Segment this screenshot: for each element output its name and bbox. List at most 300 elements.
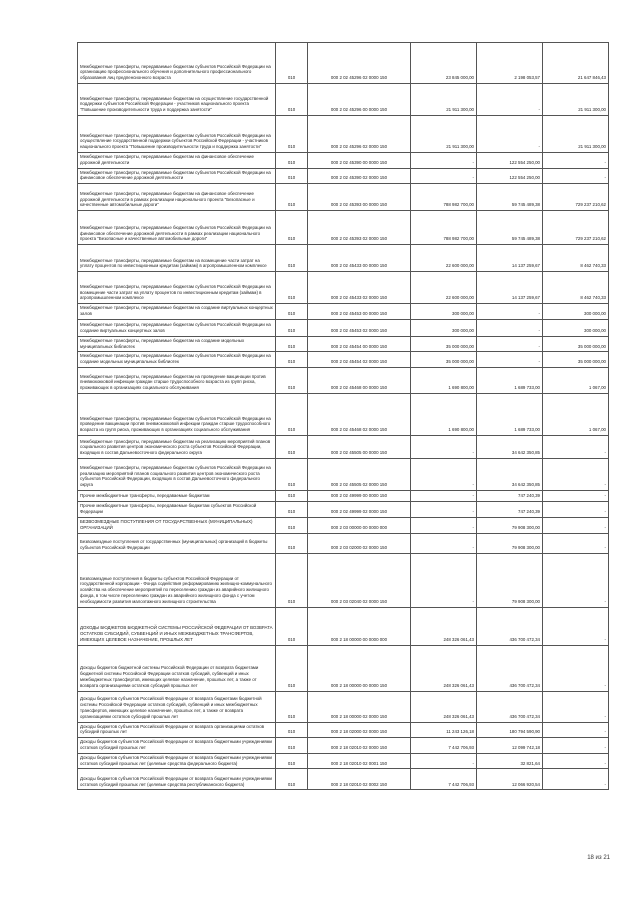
row-name-cell-text: Доходы бюджетов бюджетной системы Российской Федерации от возврата бюджетами бюджетной системы Российской Федерации остатков субсидий, субвенций и иных межбюджетных трансфертов, имеющих целевое назначение, прошлых лет, а также от возврата организациями остатков субсидий прошлых лет: [80, 665, 259, 688]
row-name-cell-text: Прочие межбюджетные трансферты, передаваемые бюджетам: [80, 493, 210, 499]
row-kbk-code-cell-text: 000 2 02 49999 00 0000 150: [330, 493, 388, 499]
row-line-code-cell-text: 010: [287, 729, 296, 735]
row-amount-plan-cell-text: -: [472, 508, 474, 514]
row-amount-plan-cell: [411, 304, 477, 320]
table-row: [78, 645, 609, 691]
row-kbk-code-cell: [308, 435, 411, 458]
row-amount-plan-cell-text: 7 442 706,93: [448, 781, 474, 787]
row-name-cell-text: Межбюджетные трансферты, передаваемые бюджетам на создание модельных муниципальных библиотек: [80, 337, 245, 349]
row-amount-rest-cell-text: -: [604, 781, 606, 787]
row-line-code-cell: [276, 84, 308, 116]
table-row: [78, 393, 609, 435]
row-amount-rest-cell: [543, 533, 609, 553]
row-amount-fact-cell: [477, 84, 543, 116]
row-line-code-cell-text: 010: [287, 159, 296, 165]
row-name-cell-text: Безвозмездные поступления в бюджеты субъектов Российской Федерации от государственной корпорации - Фонда содействия реформированию жилищно-коммунального хозяйства на обеспечение мероприятий по переселению граждан из аварийного жилищного фонда, в том числе переселению граждан из аварийного жилищного фонда с учетом необходимости развития малоэтажного жилищного строительства: [80, 575, 272, 604]
table-row: [78, 553, 609, 607]
row-name-cell: [78, 533, 276, 553]
row-amount-fact-cell-text: 79 908 300,00: [511, 598, 540, 604]
row-amount-rest-cell-text: -: [604, 524, 606, 530]
row-amount-plan-cell-text: -: [472, 159, 474, 165]
row-amount-fact-cell: [477, 553, 543, 607]
row-amount-plan-cell-text: 1 690 800,00: [448, 427, 474, 433]
row-name-cell-text: Межбюджетные трансферты, передаваемые бюджетам субъектов Российской Федерации на финансовое обеспечение дорожной деятельности в рамках реализации национального проекта "Безопасные и качественные автомобильные дороги": [80, 224, 271, 242]
row-line-code-cell-text: 010: [287, 310, 296, 316]
row-amount-plan-cell-text: 248 326 061,43: [443, 636, 474, 642]
row-amount-rest-cell: [543, 691, 609, 722]
row-line-code-cell: [276, 211, 308, 245]
row-amount-fact-cell-text: 34 642 350,85: [511, 482, 540, 488]
row-amount-rest-cell-text: -: [604, 598, 606, 604]
row-amount-fact-cell-text: 32 821,64: [520, 760, 540, 766]
row-amount-plan-cell: [411, 533, 477, 553]
row-line-code-cell-text: 010: [287, 236, 296, 242]
row-kbk-code-cell-text: 000 2 18 02010 02 0000 150: [330, 744, 388, 750]
row-amount-rest-cell-text: 35 000 000,00: [577, 359, 606, 365]
row-amount-fact-cell: [477, 336, 543, 352]
row-amount-plan-cell: [411, 753, 477, 769]
row-line-code-cell-text: 010: [287, 598, 296, 604]
row-kbk-code-cell: [308, 84, 411, 116]
row-amount-rest-cell-text: 729 237 210,62: [575, 202, 606, 208]
row-kbk-code-cell-text: 000 2 02 45296 00 0000 150: [330, 107, 388, 113]
row-amount-plan-cell-text: 1 690 800,00: [448, 385, 474, 391]
row-amount-rest-cell: [543, 753, 609, 769]
row-line-code-cell-text: 010: [287, 636, 296, 642]
table-row: [78, 184, 609, 211]
row-amount-fact-cell-text: 436 700 472,34: [509, 713, 540, 719]
row-amount-rest-cell-text: 21 647 846,43: [577, 75, 606, 81]
row-line-code-cell: [276, 336, 308, 352]
row-name-cell: [78, 501, 276, 517]
row-line-code-cell-text: 010: [287, 107, 296, 113]
table-row: [78, 691, 609, 722]
row-amount-fact-cell: [477, 153, 543, 169]
row-amount-rest-cell: [543, 607, 609, 645]
row-line-code-cell: [276, 367, 308, 393]
revenue-table: [77, 42, 609, 790]
row-amount-fact-cell: [477, 501, 543, 517]
row-name-cell-text: Межбюджетные трансферты, передаваемые бюджетам на проведение вакцинации против пневмококковой инфекции граждан старше трудоспособного возраста из групп риска, проживающих в организациях социального обслуживания: [80, 373, 266, 391]
row-amount-fact-cell: [477, 769, 543, 790]
row-amount-rest-cell-text: -: [604, 713, 606, 719]
table-row: [78, 753, 609, 769]
table-row: [78, 501, 609, 517]
row-kbk-code-cell-text: 000 2 02 45505 02 0000 150: [330, 482, 388, 488]
row-amount-fact-cell-text: 14 137 259,67: [511, 263, 540, 269]
row-amount-plan-cell: [411, 43, 477, 84]
row-amount-plan-cell-text: 21 911 300,00: [446, 144, 474, 150]
row-kbk-code-cell-text: 000 2 02 45296 02 0000 150: [330, 144, 388, 150]
row-name-cell-text: Межбюджетные трансферты, передаваемые бюджетам субъектов Российской Федерации на создание виртуальных концертных залов: [80, 322, 271, 333]
row-amount-rest-cell-text: 300 000,00: [584, 310, 606, 316]
row-line-code-cell-text: 010: [287, 75, 296, 81]
row-amount-plan-cell: [411, 501, 477, 517]
row-kbk-code-cell: [308, 211, 411, 245]
row-amount-plan-cell-text: 300 000,00: [452, 327, 474, 333]
row-amount-fact-cell-text: 180 794 590,90: [509, 729, 540, 735]
row-amount-rest-cell-text: 729 237 210,62: [575, 236, 606, 242]
row-line-code-cell-text: 010: [287, 713, 296, 719]
row-amount-fact-cell-text: 14 137 259,67: [511, 295, 540, 301]
row-kbk-code-cell: [308, 116, 411, 153]
row-amount-rest-cell: [543, 367, 609, 393]
row-amount-rest-cell-text: -: [604, 508, 606, 514]
row-amount-rest-cell-text: -: [604, 744, 606, 750]
row-name-cell-text: Межбюджетные трансферты, передаваемые бюджетам на создание виртуальных концертных залов: [80, 305, 273, 316]
row-name-cell-text: Доходы бюджетов субъектов Российской Федерации от возврата бюджетными учреждениями остатков субсидий прошлых лет (целевые средства республиканского бюджета): [80, 775, 272, 787]
row-amount-rest-cell-text: -: [604, 729, 606, 735]
row-amount-plan-cell: [411, 168, 477, 184]
row-line-code-cell-text: 010: [287, 781, 296, 787]
row-kbk-code-cell-text: 000 2 02 45393 00 0000 150: [330, 202, 388, 208]
table-row: [78, 272, 609, 304]
row-amount-rest-cell: [543, 43, 609, 84]
row-amount-rest-cell: [543, 352, 609, 368]
row-amount-fact-cell-text: 34 642 350,85: [511, 450, 540, 456]
row-amount-rest-cell: [543, 501, 609, 517]
row-kbk-code-cell: [308, 153, 411, 169]
row-amount-rest-cell: [543, 517, 609, 533]
row-kbk-code-cell-text: 000 2 02 45393 02 0000 150: [330, 236, 388, 242]
row-amount-fact-cell-text: 436 700 472,34: [509, 636, 540, 642]
row-kbk-code-cell-text: 000 2 02 45454 02 0000 150: [330, 359, 388, 365]
row-amount-rest-cell: [543, 184, 609, 211]
row-amount-rest-cell: [543, 738, 609, 754]
row-amount-rest-cell-text: 8 462 740,33: [580, 295, 606, 301]
row-kbk-code-cell: [308, 367, 411, 393]
row-name-cell-text: Межбюджетные трансферты, передаваемые бюджетам субъектов Российской Федерации на проведение вакцинации против пневмококковой инфекции граждан старше трудоспособного возраста из групп риска, проживающих в организациях социального обслуживания: [80, 415, 271, 433]
row-name-cell-text: Межбюджетные трансферты, передаваемые бюджетам на осуществление государственной поддержки субъектов Российской Федерации - участников национального проекта "Повышение производительности труда и поддержка занятости": [80, 95, 269, 113]
row-amount-fact-cell-text: 436 700 472,34: [509, 682, 540, 688]
row-amount-rest-cell: [543, 722, 609, 738]
row-name-cell: [78, 722, 276, 738]
row-amount-rest-cell: [543, 769, 609, 790]
row-amount-plan-cell-text: 21 911 300,00: [446, 107, 474, 113]
row-line-code-cell: [276, 691, 308, 722]
row-amount-rest-cell-text: -: [604, 682, 606, 688]
table-row: [78, 458, 609, 490]
row-amount-plan-cell: [411, 336, 477, 352]
row-line-code-cell: [276, 722, 308, 738]
row-name-cell-text: Межбюджетные трансферты, передаваемые бюджетам субъектов Российской Федерации на организацию профессионального обучения и дополнительного профессионального образования лиц предпенсионного возраста: [80, 63, 271, 81]
row-kbk-code-cell-text: 000 2 02 45453 02 0000 150: [330, 327, 388, 333]
row-amount-plan-cell: [411, 769, 477, 790]
row-line-code-cell-text: 010: [287, 359, 296, 365]
row-amount-plan-cell: [411, 211, 477, 245]
row-amount-plan-cell: [411, 272, 477, 304]
row-amount-fact-cell-text: 59 745 489,38: [511, 202, 540, 208]
row-kbk-code-cell-text: 000 2 02 45468 02 0000 150: [330, 427, 388, 433]
row-name-cell: [78, 738, 276, 754]
row-line-code-cell: [276, 319, 308, 336]
row-kbk-code-cell-text: 000 2 02 45390 00 0000 150: [330, 159, 388, 165]
row-amount-rest-cell: [543, 458, 609, 490]
row-name-cell: [78, 116, 276, 153]
row-kbk-code-cell-text: 000 2 02 45433 02 0000 150: [330, 295, 388, 301]
row-amount-fact-cell-text: 12 099 742,18: [511, 744, 540, 750]
row-kbk-code-cell: [308, 272, 411, 304]
row-amount-rest-cell-text: -: [604, 636, 606, 642]
row-amount-rest-cell-text: 8 462 740,33: [580, 263, 606, 269]
row-name-cell-text: Межбюджетные трансферты, передаваемые бюджетам на финансовое обеспечение дорожной деятельности: [80, 154, 254, 165]
row-kbk-code-cell: [308, 393, 411, 435]
row-kbk-code-cell: [308, 319, 411, 336]
table-row: [78, 607, 609, 645]
row-amount-fact-cell: [477, 435, 543, 458]
row-name-cell: [78, 84, 276, 116]
row-amount-fact-cell: [477, 43, 543, 84]
row-name-cell-text: Межбюджетные трансферты, передаваемые бюджетам субъектов Российской Федерации на создание модельных муниципальных библиотек: [80, 353, 271, 365]
row-amount-rest-cell-text: -: [604, 450, 606, 456]
table-row: [78, 490, 609, 501]
row-amount-plan-cell-text: -: [472, 493, 474, 499]
row-line-code-cell: [276, 533, 308, 553]
row-kbk-code-cell: [308, 738, 411, 754]
row-amount-plan-cell-text: 35 000 000,00: [445, 343, 474, 349]
row-line-code-cell: [276, 517, 308, 533]
table-row: [78, 319, 609, 336]
row-amount-fact-cell-text: 79 908 300,00: [511, 544, 540, 550]
row-name-cell: [78, 211, 276, 245]
table-row: [78, 533, 609, 553]
row-kbk-code-cell: [308, 245, 411, 272]
row-amount-rest-cell-text: -: [604, 482, 606, 488]
row-amount-plan-cell: [411, 517, 477, 533]
row-amount-plan-cell: [411, 393, 477, 435]
row-amount-fact-cell-text: 122 554 250,00: [509, 175, 540, 181]
row-amount-plan-cell-text: 22 600 000,00: [445, 295, 474, 301]
row-amount-plan-cell-text: 35 000 000,00: [445, 359, 474, 365]
row-amount-fact-cell-text: -: [538, 144, 540, 150]
row-amount-plan-cell-text: -: [472, 524, 474, 530]
row-amount-plan-cell: [411, 645, 477, 691]
row-amount-fact-cell: [477, 367, 543, 393]
row-line-code-cell: [276, 184, 308, 211]
row-kbk-code-cell-text: 000 2 03 02040 02 0000 150: [330, 598, 388, 604]
row-amount-rest-cell: [543, 272, 609, 304]
row-amount-plan-cell-text: 788 982 700,00: [443, 202, 474, 208]
row-amount-fact-cell: [477, 691, 543, 722]
row-name-cell-text: Межбюджетные трансферты, передаваемые бюджетам на реализацию мероприятий планов социального развития центров экономического роста субъектов Российской Федерации, входящих в состав Дальневосточного федерального округа: [80, 438, 271, 456]
row-name-cell: [78, 435, 276, 458]
row-name-cell-text: Доходы бюджетов субъектов Российской Федерации от возврата бюджетными учреждениями остатков субсидий прошлых лет: [80, 739, 272, 750]
row-amount-fact-cell-text: 79 908 300,00: [511, 524, 540, 530]
row-line-code-cell: [276, 645, 308, 691]
row-amount-plan-cell-text: 23 845 000,00: [445, 75, 474, 81]
row-amount-plan-cell: [411, 490, 477, 501]
row-kbk-code-cell: [308, 517, 411, 533]
row-amount-plan-cell: [411, 722, 477, 738]
row-kbk-code-cell-text: 000 2 18 02010 02 0001 150: [330, 760, 388, 766]
table-row: [78, 168, 609, 184]
row-line-code-cell-text: 010: [287, 493, 296, 499]
table-row: [78, 43, 609, 84]
row-amount-fact-cell: [477, 533, 543, 553]
row-amount-fact-cell: [477, 645, 543, 691]
row-amount-rest-cell-text: 300 000,00: [584, 327, 606, 333]
row-amount-plan-cell: [411, 319, 477, 336]
row-kbk-code-cell: [308, 533, 411, 553]
row-name-cell: [78, 245, 276, 272]
row-kbk-code-cell: [308, 501, 411, 517]
row-kbk-code-cell-text: 000 2 02 45468 00 0000 150: [330, 385, 388, 391]
row-amount-fact-cell-text: -: [538, 343, 540, 349]
row-amount-plan-cell-text: -: [472, 450, 474, 456]
row-kbk-code-cell: [308, 722, 411, 738]
row-line-code-cell-text: 010: [287, 508, 296, 514]
row-kbk-code-cell: [308, 184, 411, 211]
row-amount-plan-cell-text: -: [472, 544, 474, 550]
row-amount-rest-cell: [543, 116, 609, 153]
row-line-code-cell: [276, 435, 308, 458]
row-amount-fact-cell-text: -: [538, 310, 540, 316]
row-kbk-code-cell: [308, 607, 411, 645]
row-line-code-cell-text: 010: [287, 744, 296, 750]
row-kbk-code-cell: [308, 645, 411, 691]
row-amount-rest-cell: [543, 435, 609, 458]
row-line-code-cell: [276, 43, 308, 84]
table-row: [78, 722, 609, 738]
table-row: [78, 211, 609, 245]
row-kbk-code-cell: [308, 691, 411, 722]
row-line-code-cell-text: 010: [287, 427, 296, 433]
row-amount-rest-cell: [543, 490, 609, 501]
row-line-code-cell-text: 010: [287, 524, 296, 530]
row-kbk-code-cell: [308, 43, 411, 84]
row-amount-rest-cell: [543, 336, 609, 352]
row-kbk-code-cell: [308, 769, 411, 790]
row-name-cell: [78, 319, 276, 336]
row-line-code-cell-text: 010: [287, 450, 296, 456]
row-amount-plan-cell-text: -: [472, 598, 474, 604]
row-amount-plan-cell: [411, 184, 477, 211]
row-amount-plan-cell-text: 300 000,00: [452, 310, 474, 316]
row-line-code-cell: [276, 607, 308, 645]
row-kbk-code-cell: [308, 490, 411, 501]
table-row: [78, 336, 609, 352]
row-line-code-cell-text: 010: [287, 482, 296, 488]
row-kbk-code-cell: [308, 336, 411, 352]
row-amount-fact-cell-text: 2 198 053,57: [514, 75, 540, 81]
table-row: [78, 352, 609, 368]
row-amount-plan-cell: [411, 607, 477, 645]
table-row: [78, 116, 609, 153]
table-body: [78, 43, 609, 790]
row-name-cell-text: Межбюджетные трансферты, передаваемые бюджетам на возмещение части затрат на уплату процентов по инвестиционным кредитам (займам) в агропромышленном комплексе: [80, 257, 267, 269]
row-amount-plan-cell-text: 248 326 061,43: [443, 682, 474, 688]
row-amount-fact-cell: [477, 116, 543, 153]
row-line-code-cell-text: 010: [287, 327, 296, 333]
row-amount-fact-cell-text: -: [538, 327, 540, 333]
row-line-code-cell-text: 010: [287, 263, 296, 269]
table-row: [78, 304, 609, 320]
row-amount-fact-cell-text: 12 066 920,54: [511, 781, 540, 787]
row-line-code-cell-text: 010: [287, 202, 296, 208]
row-amount-rest-cell-text: -: [604, 159, 606, 165]
row-line-code-cell: [276, 738, 308, 754]
row-amount-fact-cell: [477, 517, 543, 533]
row-amount-fact-cell-text: 1 689 733,00: [514, 427, 540, 433]
row-name-cell-text: ДОХОДЫ БЮДЖЕТОВ БЮДЖЕТНОЙ СИСТЕМЫ РОССИЙСКОЙ ФЕДЕРАЦИИ ОТ ВОЗВРАТА ОСТАТКОВ СУБСИДИЙ, СУБВЕНЦИЙ И ИНЫХ МЕЖБЮДЖЕТНЫХ ТРАНСФЕРТОВ, ИМЕЮЩИХ ЦЕЛЕВОЕ НАЗНАЧЕНИЕ, ПРОШЛЫХ ЛЕТ: [80, 625, 273, 642]
row-amount-fact-cell: [477, 753, 543, 769]
row-amount-plan-cell-text: 248 326 061,43: [443, 713, 474, 719]
row-amount-plan-cell: [411, 153, 477, 169]
row-line-code-cell-text: 010: [287, 295, 296, 301]
row-amount-rest-cell-text: 21 911 300,00: [578, 107, 606, 113]
row-line-code-cell-text: 010: [287, 760, 296, 766]
row-amount-rest-cell: [543, 245, 609, 272]
row-amount-rest-cell: [543, 153, 609, 169]
table-row: [78, 738, 609, 754]
row-kbk-code-cell: [308, 352, 411, 368]
row-amount-plan-cell-text: -: [472, 760, 474, 766]
row-kbk-code-cell: [308, 458, 411, 490]
row-name-cell: [78, 153, 276, 169]
row-line-code-cell: [276, 153, 308, 169]
row-line-code-cell: [276, 352, 308, 368]
row-amount-rest-cell: [543, 211, 609, 245]
row-kbk-code-cell-text: 000 2 18 00000 00 0000 000: [330, 636, 388, 642]
row-name-cell-text: Безвозмездные поступления от государственных (муниципальных) организаций в бюджеты субъектов Российской Федерации: [80, 538, 268, 550]
row-kbk-code-cell: [308, 168, 411, 184]
row-amount-plan-cell: [411, 435, 477, 458]
row-line-code-cell: [276, 501, 308, 517]
row-name-cell-text: Межбюджетные трансферты, передаваемые бюджетам на финансовое обеспечение дорожной деятельности в рамках реализации национального проекта "Безопасные и качественные автомобильные дороги": [80, 190, 255, 208]
row-amount-fact-cell-text: 59 745 489,38: [511, 236, 540, 242]
row-amount-rest-cell: [543, 304, 609, 320]
row-name-cell: [78, 458, 276, 490]
row-amount-fact-cell: [477, 738, 543, 754]
row-name-cell: [78, 304, 276, 320]
row-name-cell-text: Доходы бюджетов субъектов Российской Федерации от возврата бюджетными учреждениями остатков субсидий прошлых лет (целевые средства федерального бюджета): [80, 754, 272, 766]
row-name-cell-text: БЕЗВОЗМЕЗДНЫЕ ПОСТУПЛЕНИЯ ОТ ГОСУДАРСТВЕННЫХ (МУНИЦИПАЛЬНЫХ) ОРГАНИЗАЦИЙ: [80, 518, 253, 530]
row-name-cell: [78, 272, 276, 304]
row-kbk-code-cell-text: 000 2 02 49999 02 0000 150: [330, 508, 388, 514]
row-amount-rest-cell: [543, 84, 609, 116]
row-kbk-code-cell-text: 000 2 18 00000 02 0000 150: [330, 713, 388, 719]
page-number: 18 из 21: [587, 855, 610, 861]
row-kbk-code-cell-text: 000 2 18 02010 02 0002 150: [330, 781, 388, 787]
row-name-cell-text: Межбюджетные трансферты, передаваемые бюджетам субъектов Российской Федерации на реализацию мероприятий планов социального развития центров экономического роста субъектов Российской Федерации, входящих в состав Дальневосточного федерального округа: [80, 464, 271, 488]
row-name-cell: [78, 769, 276, 790]
row-amount-rest-cell-text: 21 911 300,00: [578, 144, 606, 150]
table-row: [78, 367, 609, 393]
row-name-cell-text: Межбюджетные трансферты, передаваемые бюджетам субъектов Российской Федерации на осуществление государственной поддержки субъектов Российской Федерации - участников национального проекта "Повышение производительности труда и поддержка занятости": [80, 132, 271, 150]
row-kbk-code-cell: [308, 753, 411, 769]
row-kbk-code-cell-text: 000 2 02 45433 00 0000 150: [330, 263, 388, 269]
row-line-code-cell: [276, 458, 308, 490]
row-amount-rest-cell-text: -: [604, 175, 606, 181]
row-amount-rest-cell-text: 1 067,00: [588, 427, 606, 433]
row-amount-plan-cell: [411, 738, 477, 754]
row-kbk-code-cell-text: 000 2 02 45453 00 0000 150: [330, 310, 388, 316]
row-name-cell: [78, 645, 276, 691]
row-kbk-code-cell-text: 000 2 02 45296 02 0000 150: [330, 75, 388, 81]
row-amount-rest-cell-text: 1 067,00: [588, 385, 606, 391]
row-name-cell-text: Межбюджетные трансферты, передаваемые бюджетам субъектов Российской Федерации на возмещение части затрат на уплату процентов по инвестиционным кредитам (займам) в агропромышленном комплексе: [80, 283, 271, 301]
row-amount-plan-cell-text: 7 442 706,93: [448, 744, 474, 750]
row-amount-fact-cell-text: 122 554 250,00: [509, 159, 540, 165]
row-name-cell-text: Межбюджетные трансферты, передаваемые бюджетам субъектов Российской Федерации на финансовое обеспечение дорожной деятельности: [80, 169, 271, 181]
row-amount-plan-cell: [411, 84, 477, 116]
row-amount-fact-cell: [477, 458, 543, 490]
row-name-cell: [78, 753, 276, 769]
row-amount-rest-cell-text: -: [604, 760, 606, 766]
row-kbk-code-cell-text: 000 2 02 45454 00 0000 150: [330, 343, 388, 349]
row-amount-rest-cell: [543, 645, 609, 691]
row-line-code-cell: [276, 769, 308, 790]
